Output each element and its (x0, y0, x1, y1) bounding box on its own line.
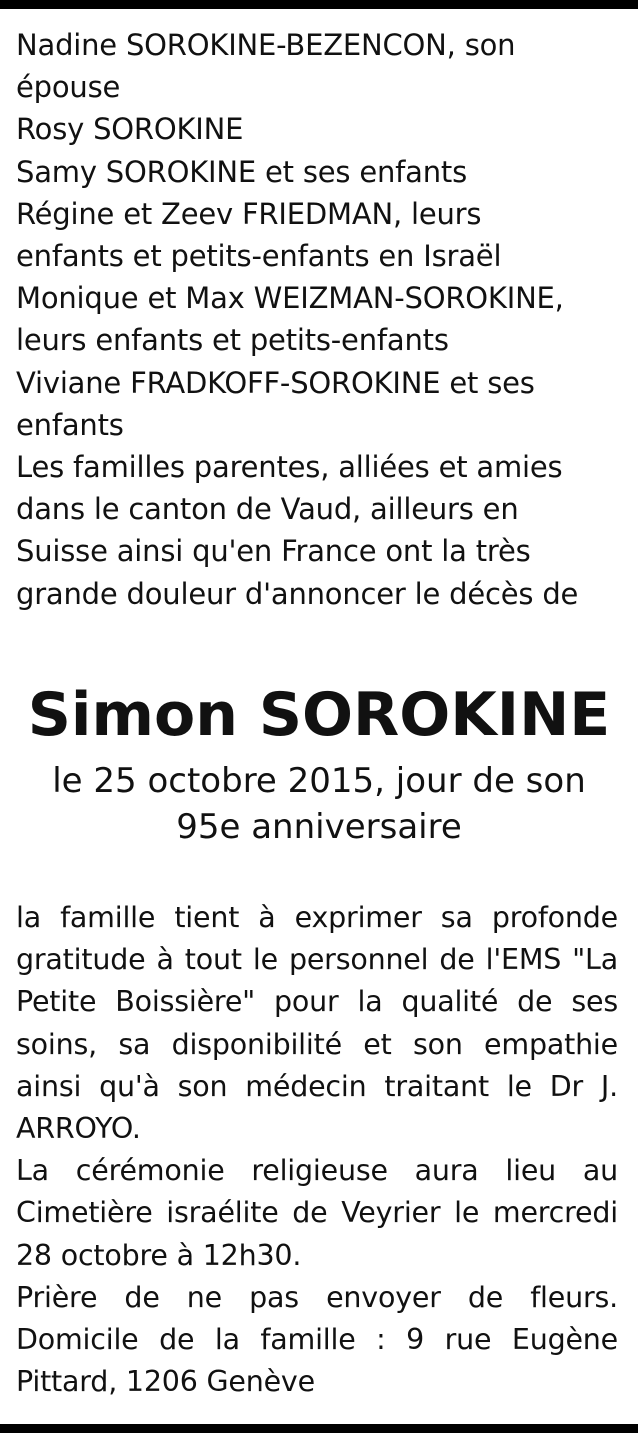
flowers-address-paragraph: Prière de ne pas envoyer de fleurs. Domicile de la famille : 9 rue Eugène Pittard, 1206 Genève (16, 1280, 618, 1399)
bottom-border-rule (0, 1424, 638, 1433)
mourner-line: Viviane FRADKOFF-SOROKINE et ses (16, 365, 535, 400)
mourner-line: leurs enfants et petits-enfants (16, 323, 449, 358)
mourner-line: enfants et petits-enfants en Israël (16, 239, 502, 274)
mourner-line: grande douleur d'annoncer le décès de (16, 576, 579, 611)
mourner-line: Monique et Max WEIZMAN-SOROKINE, (16, 281, 564, 316)
mourner-line: Les familles parentes, alliées et amies (16, 450, 563, 485)
mourner-line: épouse (16, 70, 121, 105)
notice-body (16, 897, 618, 1403)
mourners-list (16, 24, 626, 615)
death-date-line: 95e anniversaire (176, 807, 462, 847)
mourner-line: enfants (16, 407, 124, 442)
top-border-rule (0, 0, 638, 9)
mourner-line: dans le canton de Vaud, ailleurs en (16, 492, 519, 527)
deceased-name: Simon SOROKINE (27, 680, 611, 750)
mourner-line: Suisse ainsi qu'en France ont la très (16, 534, 531, 569)
mourner-line: Samy SOROKINE et ses enfants (16, 154, 467, 189)
death-date-line: le 25 octobre 2015, jour de son (52, 761, 586, 801)
mourner-line: Régine et Zeev FRIEDMAN, leurs (16, 196, 482, 231)
ceremony-paragraph: La cérémonie religieuse aura lieu au Cimetière israélite de Veyrier le mercredi 28 octobre à 12h30. (16, 1154, 618, 1272)
gratitude-paragraph: la famille tient à exprimer sa profonde gratitude à tout le personnel de l'EMS "La Petite Boissière" pour la qualité de ses soins, sa disponibilité et son empathie ainsi qu'à son médecin traitant le Dr J. ARROYO. (16, 901, 618, 1146)
death-date (10, 758, 628, 850)
mourner-line: Nadine SOROKINE-BEZENCON, son (16, 28, 516, 62)
mourner-line: Rosy SOROKINE (16, 112, 244, 147)
